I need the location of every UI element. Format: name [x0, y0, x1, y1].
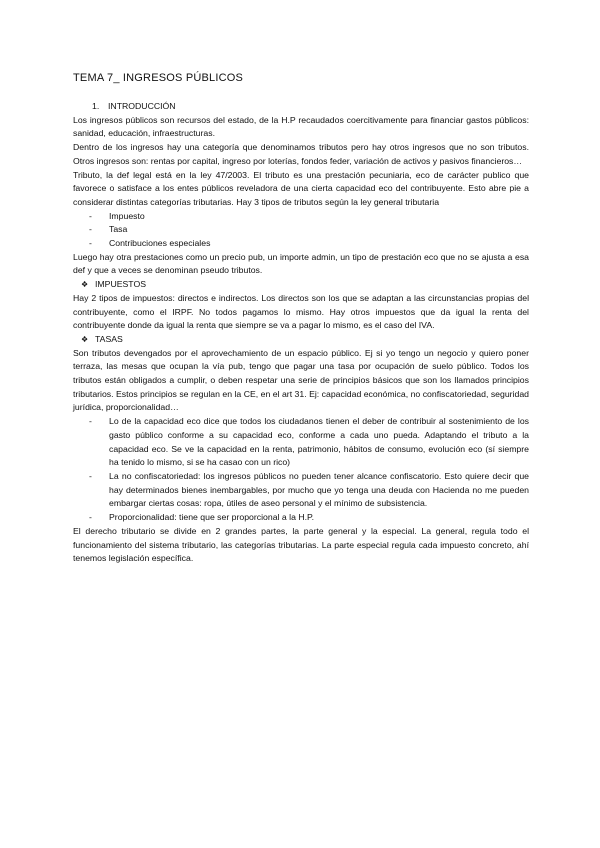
- section-heading-introduccion: [73, 100, 529, 114]
- section-title: TASAS: [95, 333, 123, 344]
- dash-bullet: -: [89, 470, 92, 481]
- paragraph-4: Luego hay otra prestaciones como un precio pub, un importe admin, un tipo de prestación eco que no se ajusta a esa def y que a veces se denominan pseudo tributos.: [73, 251, 529, 276]
- paragraph-6: Son tributos devengados por el aprovechamiento de un espacio público. Ej si yo tengo un negocio y quiero poner terraza, las mesas que ocupan la vía pub, tengo que pagar una tasa por ocupación de suelo público. Todos los tributos están obligados a cumplir, o deben respetar una serie de principios básicos que son los llamados principios tributarios. Estos principios se regulan en la CE, en el art 31. Ej: capacidad económica, no confiscatoriedad, seguridad jurídica, proporcionalidad…: [73, 347, 529, 413]
- page-title: TEMA 7_ INGRESOS PÚBLICOS: [73, 72, 244, 84]
- list-item: - La no confiscatoriedad: los ingresos públicos no pueden tener alcance confiscatorio. Esto quiere decir que hay determinados bienes inembargables, por mucho que yo tenga una deuda con Hacienda no me pueden embargar ciertas cosas: ropa, útiles de aseo personal y el mínimo de subsistencia.: [89, 470, 529, 509]
- paragraph-7: El derecho tributario se divide en 2 grandes partes, la parte general y la especial. La general, regula todo el funcionamiento del sistema tributario, las categorías tributarias. La parte especial regula cada impuesto concreto, ahí tenemos legislación específica.: [73, 525, 529, 564]
- paragraph-2: Dentro de los ingresos hay una categoría que denominamos tributos pero hay otros ingresos que no son tributos. Otros ingresos son: rentas por capital, ingreso por loterías, fondos feder, variación de activos y pasivos financieros…: [73, 142, 529, 166]
- paragraph-5: Hay 2 tipos de impuestos: directos e indirectos. Los directos son los que se adaptan a las circunstancias propias del contribuyente, como el IRPF. No todos pagamos lo mismo. Hay otros impuestos que da igual la renta del contribuyente donde da igual la renta que siempre se va a pagar lo mismo, es el caso del IVA.: [73, 292, 529, 331]
- dash-bullet: -: [89, 512, 92, 523]
- tributos-list: [73, 210, 529, 251]
- section-title: IMPUESTOS: [95, 279, 147, 290]
- section-number: 1.: [92, 101, 100, 111]
- principios-list: [73, 415, 529, 525]
- dash-bullet: -: [89, 238, 92, 249]
- list-item: - Tasa: [73, 223, 529, 237]
- list-item: - Impuesto: [73, 210, 529, 224]
- paragraph-3: Tributo, la def legal está en la ley 47/2003. El tributo es una prestación pecuniaria, eco de carácter publico que favorece o satisface a los entes públicos reveladora de una cierta capacidad eco del contribuyente. Esto abre pie a considerar distintas categorías tributarias. Hay 3 tipos de tributos según la ley general tributaria: [73, 169, 529, 207]
- paragraph-1: Los ingresos públicos son recursos del estado, de la H.P recaudados coercitivamente para financiar gastos públicos: sanidad, educación, infraestructuras.: [73, 114, 529, 139]
- list-item: - Lo de la capacidad eco dice que todos los ciudadanos tienen el deber de contribuir al sostenimiento de los gasto público conforme a su capacidad eco, conforme a cada uno pueda. Adaptando el tributo a la capacidad eco. Se ve la capacidad en la renta, patrimonio, hábitos de consumo, evolución eco (sí siempre ha tenido lo mismo, si se ha casao con un rico): [89, 416, 529, 468]
- dash-bullet: -: [89, 224, 92, 235]
- section-heading-impuestos: [73, 278, 529, 292]
- list-item: - Proporcionalidad: tiene que ser proporcional a la H.P.: [73, 511, 529, 525]
- list-item: - Contribuciones especiales: [73, 237, 529, 251]
- section-title: INTRODUCCIÓN: [108, 101, 176, 111]
- dash-bullet: -: [89, 416, 92, 427]
- section-heading-tasas: [73, 333, 529, 347]
- document-body: [73, 100, 529, 566]
- dash-bullet: -: [89, 210, 92, 221]
- diamond-bullet-icon: ❖: [81, 280, 89, 290]
- diamond-bullet-icon: ❖: [81, 334, 89, 344]
